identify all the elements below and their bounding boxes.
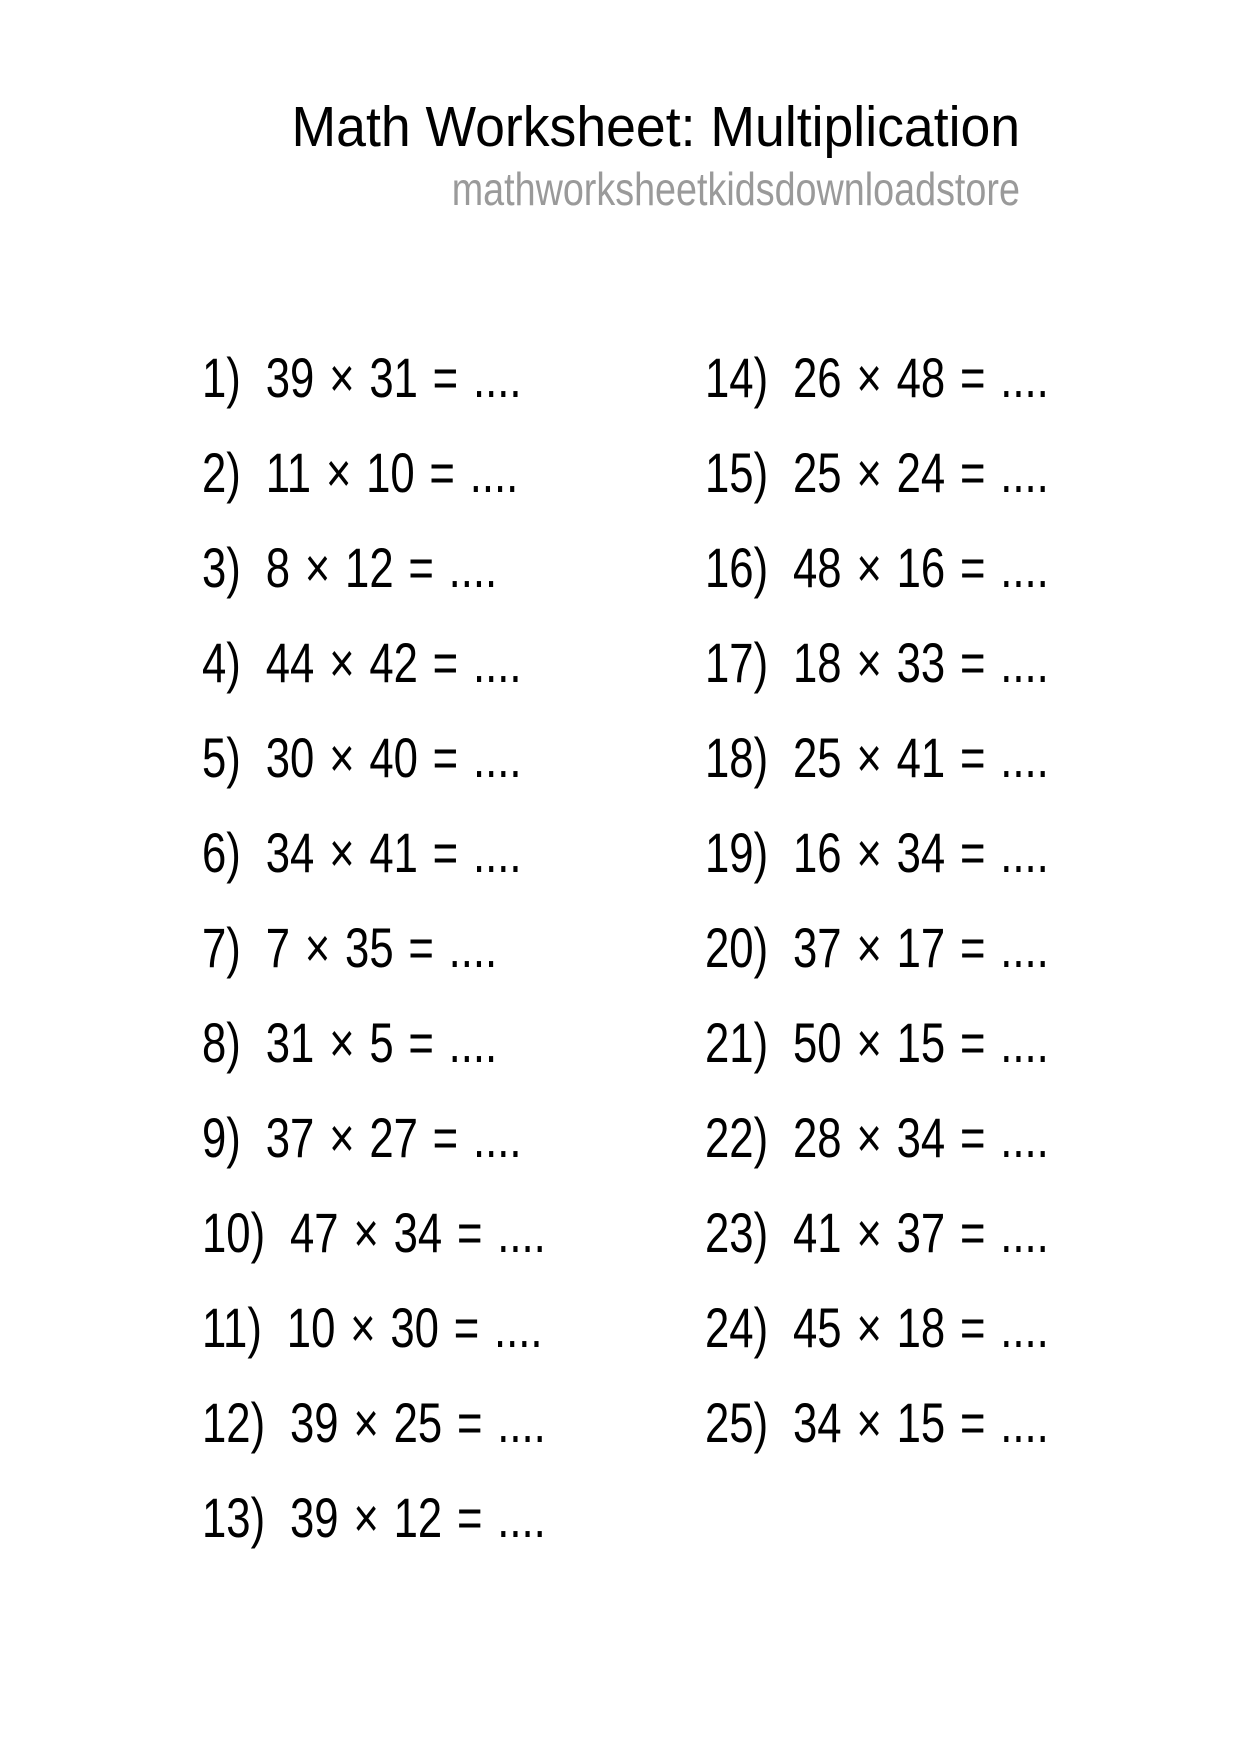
problem-expression: 8 × 12 = .... xyxy=(265,535,498,599)
problem-11 xyxy=(202,1295,543,1360)
problem-24 xyxy=(705,1295,1049,1360)
problem-row-8 xyxy=(202,995,705,1090)
problem-row-2 xyxy=(202,425,705,520)
problem-21 xyxy=(705,1010,1049,1075)
problem-row-14 xyxy=(705,330,1146,425)
source-watermark: mathworksheetkidsdownloadstore xyxy=(451,162,1020,215)
problem-number: 10) xyxy=(202,1200,266,1264)
problem-row-10 xyxy=(202,1185,705,1280)
problem-row-12 xyxy=(202,1375,705,1470)
problem-expression: 44 × 42 = .... xyxy=(265,630,522,694)
problem-14 xyxy=(705,345,1049,410)
problem-number: 14) xyxy=(705,345,769,409)
problem-25 xyxy=(705,1390,1049,1455)
problem-7 xyxy=(202,915,497,980)
problem-expression: 26 × 48 = .... xyxy=(793,345,1049,409)
problem-18 xyxy=(705,725,1049,790)
problem-row-7 xyxy=(202,900,705,995)
problem-row-9 xyxy=(202,1090,705,1185)
problem-number: 6) xyxy=(202,820,241,884)
problem-row-13 xyxy=(202,1470,705,1565)
problem-expression: 41 × 37 = .... xyxy=(793,1200,1049,1264)
problem-expression: 31 × 5 = .... xyxy=(265,1010,498,1074)
problem-expression: 39 × 25 = .... xyxy=(290,1390,546,1454)
problem-expression: 50 × 15 = .... xyxy=(793,1010,1049,1074)
problem-expression: 48 × 16 = .... xyxy=(793,535,1049,599)
problem-13 xyxy=(202,1485,546,1550)
problem-expression: 30 × 40 = .... xyxy=(265,725,522,789)
problem-2 xyxy=(202,440,518,505)
problem-expression: 28 × 34 = .... xyxy=(793,1105,1049,1169)
problem-expression: 39 × 12 = .... xyxy=(290,1485,546,1549)
problem-number: 13) xyxy=(202,1485,266,1549)
problem-expression: 7 × 35 = .... xyxy=(265,915,498,979)
problem-number: 17) xyxy=(705,630,769,694)
problem-1 xyxy=(202,345,521,410)
title-line xyxy=(0,96,1020,159)
problem-number: 15) xyxy=(705,440,769,504)
problem-20 xyxy=(705,915,1049,980)
problem-row-6 xyxy=(202,805,705,900)
problem-expression: 47 × 34 = .... xyxy=(290,1200,546,1264)
problem-row-20 xyxy=(705,900,1146,995)
problem-3 xyxy=(202,535,497,600)
problem-row-17 xyxy=(705,615,1146,710)
problem-number: 23) xyxy=(705,1200,769,1264)
problem-number: 16) xyxy=(705,535,769,599)
problem-row-23 xyxy=(705,1185,1146,1280)
problem-row-1 xyxy=(202,330,705,425)
problem-row-25 xyxy=(705,1375,1146,1470)
problem-expression: 16 × 34 = .... xyxy=(793,820,1049,884)
problem-expression: 25 × 41 = .... xyxy=(793,725,1049,789)
page-title: Math Worksheet: Multiplication xyxy=(291,95,1020,159)
problem-number: 3) xyxy=(202,535,241,599)
problem-5 xyxy=(202,725,521,790)
problem-22 xyxy=(705,1105,1049,1170)
problem-row-24 xyxy=(705,1280,1146,1375)
problem-19 xyxy=(705,820,1049,885)
subtitle-line xyxy=(0,163,1020,216)
problem-expression: 37 × 27 = .... xyxy=(265,1105,522,1169)
problem-expression: 37 × 17 = .... xyxy=(793,915,1049,979)
problem-expression: 34 × 15 = .... xyxy=(793,1390,1049,1454)
problem-4 xyxy=(202,630,521,695)
problems-column-right xyxy=(705,330,1146,1565)
problem-17 xyxy=(705,630,1049,695)
problem-number: 20) xyxy=(705,915,769,979)
problem-row-11 xyxy=(202,1280,705,1375)
problem-expression: 10 × 30 = .... xyxy=(286,1295,543,1359)
problem-23 xyxy=(705,1200,1049,1265)
problem-row-21 xyxy=(705,995,1146,1090)
worksheet-header xyxy=(0,0,1240,216)
problem-10 xyxy=(202,1200,546,1265)
problem-number: 11) xyxy=(202,1295,262,1359)
problem-expression: 25 × 24 = .... xyxy=(793,440,1049,504)
problem-row-4 xyxy=(202,615,705,710)
problem-row-22 xyxy=(705,1090,1146,1185)
problem-expression: 18 × 33 = .... xyxy=(793,630,1049,694)
problem-expression: 34 × 41 = .... xyxy=(265,820,522,884)
problem-6 xyxy=(202,820,521,885)
problem-number: 8) xyxy=(202,1010,241,1074)
problem-15 xyxy=(705,440,1049,505)
problem-number: 12) xyxy=(202,1390,266,1454)
problem-number: 5) xyxy=(202,725,241,789)
problem-row-3 xyxy=(202,520,705,615)
problem-row-16 xyxy=(705,520,1146,615)
problem-number: 24) xyxy=(705,1295,769,1359)
problem-number: 19) xyxy=(705,820,769,884)
problem-row-5 xyxy=(202,710,705,805)
problem-number: 25) xyxy=(705,1390,769,1454)
problem-number: 18) xyxy=(705,725,769,789)
problem-16 xyxy=(705,535,1049,600)
problem-expression: 11 × 10 = .... xyxy=(265,440,519,504)
problem-row-19 xyxy=(705,805,1146,900)
problem-expression: 39 × 31 = .... xyxy=(265,345,522,409)
problem-number: 1) xyxy=(202,345,241,409)
problem-number: 7) xyxy=(202,915,241,979)
problem-row-15 xyxy=(705,425,1146,520)
problem-8 xyxy=(202,1010,497,1075)
problem-row-18 xyxy=(705,710,1146,805)
problem-9 xyxy=(202,1105,521,1170)
problem-number: 22) xyxy=(705,1105,769,1169)
problem-number: 4) xyxy=(202,630,241,694)
problems-column-left xyxy=(202,330,705,1565)
problem-expression: 45 × 18 = .... xyxy=(793,1295,1049,1359)
problem-12 xyxy=(202,1390,546,1455)
problem-number: 9) xyxy=(202,1105,241,1169)
problems-area xyxy=(0,330,1240,1565)
problem-number: 2) xyxy=(202,440,241,504)
problem-number: 21) xyxy=(705,1010,769,1074)
